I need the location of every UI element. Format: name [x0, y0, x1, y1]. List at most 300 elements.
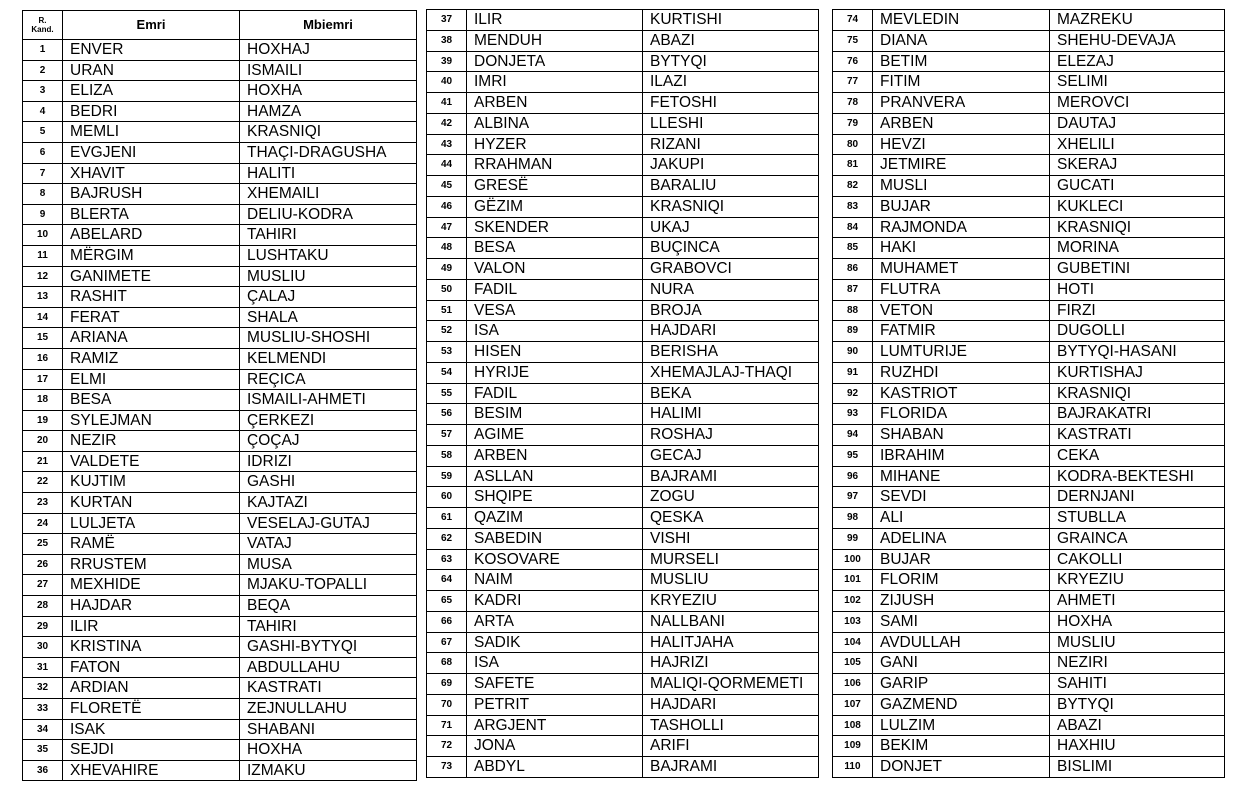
- first-name: ARGJENT: [467, 715, 643, 736]
- candidate-number: 104: [833, 632, 873, 653]
- first-name: ABELARD: [63, 225, 240, 246]
- candidate-number: 96: [833, 466, 873, 487]
- first-name: RAMË: [63, 534, 240, 555]
- first-name: KADRI: [467, 591, 643, 612]
- last-name: IZMAKU: [240, 760, 417, 781]
- candidate-number: 4: [23, 101, 63, 122]
- first-name: GARIP: [873, 674, 1050, 695]
- first-name: XHEVAHIRE: [63, 760, 240, 781]
- candidate-number: 68: [427, 653, 467, 674]
- table-row: [23, 204, 417, 225]
- last-name: KRYEZIU: [643, 591, 819, 612]
- candidate-number: 61: [427, 508, 467, 529]
- first-name: LUMTURIJE: [873, 342, 1050, 363]
- candidate-number: 100: [833, 549, 873, 570]
- table-row: [427, 176, 819, 197]
- table-row: [833, 300, 1225, 321]
- first-name: ADELINA: [873, 528, 1050, 549]
- candidate-number: 2: [23, 60, 63, 81]
- first-name: SYLEJMAN: [63, 410, 240, 431]
- header-first-name: Emri: [63, 11, 240, 40]
- candidate-number: 43: [427, 134, 467, 155]
- table-row: [427, 757, 819, 778]
- table-row: [23, 184, 417, 205]
- table-row: [427, 715, 819, 736]
- candidate-number: 82: [833, 176, 873, 197]
- candidate-number: 63: [427, 549, 467, 570]
- first-name: ELIZA: [63, 81, 240, 102]
- candidate-number: 13: [23, 287, 63, 308]
- candidate-number: 85: [833, 238, 873, 259]
- first-name: JETMIRE: [873, 155, 1050, 176]
- last-name: ÇALAJ: [240, 287, 417, 308]
- first-name: BETIM: [873, 51, 1050, 72]
- last-name: MUSLIU: [240, 266, 417, 287]
- table-row: [833, 134, 1225, 155]
- header-candidate-number: [23, 11, 63, 40]
- last-name: BAJRAMI: [643, 757, 819, 778]
- first-name: JONA: [467, 736, 643, 757]
- first-name: BAJRUSH: [63, 184, 240, 205]
- table-row: [23, 101, 417, 122]
- last-name: HOXHA: [1050, 611, 1225, 632]
- table-row: [833, 93, 1225, 114]
- table-row: [427, 632, 819, 653]
- last-name: BYTYQI-HASANI: [1050, 342, 1225, 363]
- first-name: VALDETE: [63, 451, 240, 472]
- last-name: BROJA: [643, 300, 819, 321]
- table-row: [427, 217, 819, 238]
- candidate-number: 74: [833, 10, 873, 31]
- candidate-number: 50: [427, 279, 467, 300]
- candidate-number: 109: [833, 736, 873, 757]
- candidate-number: 55: [427, 383, 467, 404]
- table-row: [23, 575, 417, 596]
- candidate-number: 16: [23, 348, 63, 369]
- first-name: FLORIM: [873, 570, 1050, 591]
- first-name: BEDRI: [63, 101, 240, 122]
- candidate-number: 66: [427, 611, 467, 632]
- candidate-number: 15: [23, 328, 63, 349]
- first-name: BUJAR: [873, 196, 1050, 217]
- last-name: HAJDARI: [643, 694, 819, 715]
- last-name: ISMAILI: [240, 60, 417, 81]
- last-name: SHABANI: [240, 719, 417, 740]
- table-row: [833, 674, 1225, 695]
- candidate-number: 20: [23, 431, 63, 452]
- last-name: NALLBANI: [643, 611, 819, 632]
- first-name: XHAVIT: [63, 163, 240, 184]
- candidate-number: 38: [427, 30, 467, 51]
- first-name: SEJDI: [63, 740, 240, 761]
- last-name: GASHI: [240, 472, 417, 493]
- first-name: ENVER: [63, 40, 240, 61]
- last-name: RIZANI: [643, 134, 819, 155]
- first-name: BESA: [467, 238, 643, 259]
- last-name: DELIU-KODRA: [240, 204, 417, 225]
- first-name: URAN: [63, 60, 240, 81]
- last-name: HALITI: [240, 163, 417, 184]
- last-name: BISLIMI: [1050, 757, 1225, 778]
- table-row: [23, 493, 417, 514]
- first-name: QAZIM: [467, 508, 643, 529]
- last-name: MJAKU-TOPALLI: [240, 575, 417, 596]
- last-name: ÇERKEZI: [240, 410, 417, 431]
- table-row: [23, 760, 417, 781]
- table-row: [833, 591, 1225, 612]
- last-name: NURA: [643, 279, 819, 300]
- last-name: ELEZAJ: [1050, 51, 1225, 72]
- candidate-number: 26: [23, 554, 63, 575]
- first-name: MIHANE: [873, 466, 1050, 487]
- candidate-number: 90: [833, 342, 873, 363]
- table-row: [833, 757, 1225, 778]
- last-name: HOXHA: [240, 740, 417, 761]
- last-name: BYTYQI: [1050, 694, 1225, 715]
- candidate-table-3: [832, 9, 1225, 778]
- first-name: GANIMETE: [63, 266, 240, 287]
- candidate-number: 45: [427, 176, 467, 197]
- table-row: [23, 81, 417, 102]
- last-name: CEKA: [1050, 445, 1225, 466]
- first-name: NEZIR: [63, 431, 240, 452]
- candidate-number: 1: [23, 40, 63, 61]
- candidate-number: 58: [427, 445, 467, 466]
- candidate-number: 62: [427, 528, 467, 549]
- table-row: [427, 383, 819, 404]
- candidate-number: 97: [833, 487, 873, 508]
- table-row: [427, 93, 819, 114]
- candidate-number: 51: [427, 300, 467, 321]
- last-name: IDRIZI: [240, 451, 417, 472]
- last-name: JAKUPI: [643, 155, 819, 176]
- table-row: [427, 51, 819, 72]
- table-row: [427, 508, 819, 529]
- first-name: ASLLAN: [467, 466, 643, 487]
- last-name: REÇICA: [240, 369, 417, 390]
- last-name: VATAJ: [240, 534, 417, 555]
- first-name: ILIR: [467, 10, 643, 31]
- first-name: RASHIT: [63, 287, 240, 308]
- table-row: [427, 113, 819, 134]
- candidate-number: 79: [833, 113, 873, 134]
- last-name: DAUTAJ: [1050, 113, 1225, 134]
- table-row: [427, 674, 819, 695]
- first-name: RUZHDI: [873, 362, 1050, 383]
- candidate-number: 98: [833, 508, 873, 529]
- table-row: [833, 736, 1225, 757]
- first-name: FERAT: [63, 307, 240, 328]
- last-name: MEROVCI: [1050, 93, 1225, 114]
- header-last-name: Mbiemri: [240, 11, 417, 40]
- first-name: HAKI: [873, 238, 1050, 259]
- table-row: [427, 445, 819, 466]
- last-name: HAJRIZI: [643, 653, 819, 674]
- last-name: GUBETINI: [1050, 259, 1225, 280]
- candidate-number: 91: [833, 362, 873, 383]
- last-name: CAKOLLI: [1050, 549, 1225, 570]
- candidate-number: 19: [23, 410, 63, 431]
- candidate-number: 103: [833, 611, 873, 632]
- table-row: [23, 163, 417, 184]
- last-name: FETOSHI: [643, 93, 819, 114]
- table-row: [833, 217, 1225, 238]
- last-name: BAJRAMI: [643, 466, 819, 487]
- first-name: DONJETA: [467, 51, 643, 72]
- last-name: ÇOÇAJ: [240, 431, 417, 452]
- table-row: [833, 694, 1225, 715]
- table-row: [23, 431, 417, 452]
- last-name: UKAJ: [643, 217, 819, 238]
- first-name: HYZER: [467, 134, 643, 155]
- candidate-number: 65: [427, 591, 467, 612]
- last-name: SHEHU-DEVAJA: [1050, 30, 1225, 51]
- candidate-number: 12: [23, 266, 63, 287]
- table-row: [427, 591, 819, 612]
- last-name: VESELAJ-GUTAJ: [240, 513, 417, 534]
- first-name: ARBEN: [467, 445, 643, 466]
- table-row: [23, 596, 417, 617]
- first-name: BEKIM: [873, 736, 1050, 757]
- last-name: KURTISHI: [643, 10, 819, 31]
- last-name: SAHITI: [1050, 674, 1225, 695]
- candidate-number: 56: [427, 404, 467, 425]
- table-row: [427, 404, 819, 425]
- candidate-number: 39: [427, 51, 467, 72]
- last-name: HALITJAHA: [643, 632, 819, 653]
- first-name: ARBEN: [467, 93, 643, 114]
- first-name: SADIK: [467, 632, 643, 653]
- first-name: FADIL: [467, 279, 643, 300]
- table-row: [23, 142, 417, 163]
- candidate-number: 49: [427, 259, 467, 280]
- candidate-table-1: [22, 10, 417, 781]
- last-name: TASHOLLI: [643, 715, 819, 736]
- last-name: MORINA: [1050, 238, 1225, 259]
- last-name: BEKA: [643, 383, 819, 404]
- first-name: LULZIM: [873, 715, 1050, 736]
- candidate-number: 33: [23, 699, 63, 720]
- table-row: [23, 60, 417, 81]
- last-name: KELMENDI: [240, 348, 417, 369]
- table-row: [23, 287, 417, 308]
- first-name: VALON: [467, 259, 643, 280]
- first-name: LULJETA: [63, 513, 240, 534]
- candidate-number: 30: [23, 637, 63, 658]
- table-row: [427, 321, 819, 342]
- last-name: MUSLIU: [1050, 632, 1225, 653]
- first-name: HEVZI: [873, 134, 1050, 155]
- last-name: KODRA-BEKTESHI: [1050, 466, 1225, 487]
- last-name: XHELILI: [1050, 134, 1225, 155]
- last-name: HALIMI: [643, 404, 819, 425]
- first-name: BUJAR: [873, 549, 1050, 570]
- first-name: MEXHIDE: [63, 575, 240, 596]
- table-row: [427, 155, 819, 176]
- table-row: [833, 383, 1225, 404]
- candidate-number: 31: [23, 657, 63, 678]
- first-name: ARBEN: [873, 113, 1050, 134]
- last-name: KASTRATI: [1050, 425, 1225, 446]
- table-row: [833, 425, 1225, 446]
- candidate-number: 47: [427, 217, 467, 238]
- first-name: GANI: [873, 653, 1050, 674]
- header-nr-line1: R.: [38, 16, 47, 25]
- table-row: [23, 637, 417, 658]
- last-name: TAHIRI: [240, 616, 417, 637]
- table-row: [23, 472, 417, 493]
- last-name: GECAJ: [643, 445, 819, 466]
- first-name: FATON: [63, 657, 240, 678]
- table-row: [833, 611, 1225, 632]
- first-name: DIANA: [873, 30, 1050, 51]
- candidate-number: 35: [23, 740, 63, 761]
- table-row: [833, 466, 1225, 487]
- table-header: [23, 11, 417, 40]
- candidate-number: 102: [833, 591, 873, 612]
- first-name: SHQIPE: [467, 487, 643, 508]
- first-name: ARDIAN: [63, 678, 240, 699]
- last-name: QESKA: [643, 508, 819, 529]
- table-row: [427, 736, 819, 757]
- candidate-number: 72: [427, 736, 467, 757]
- candidate-number: 67: [427, 632, 467, 653]
- first-name: ILIR: [63, 616, 240, 637]
- first-name: ARIANA: [63, 328, 240, 349]
- first-name: SAFETE: [467, 674, 643, 695]
- last-name: DERNJANI: [1050, 487, 1225, 508]
- first-name: ARTA: [467, 611, 643, 632]
- table-row: [23, 266, 417, 287]
- first-name: KRISTINA: [63, 637, 240, 658]
- first-name: RAJMONDA: [873, 217, 1050, 238]
- candidate-number: 78: [833, 93, 873, 114]
- table-row: [833, 549, 1225, 570]
- last-name: XHEMAILI: [240, 184, 417, 205]
- first-name: FLORIDA: [873, 404, 1050, 425]
- last-name: LLESHI: [643, 113, 819, 134]
- last-name: DUGOLLI: [1050, 321, 1225, 342]
- table-row: [23, 451, 417, 472]
- candidate-number: 71: [427, 715, 467, 736]
- first-name: VESA: [467, 300, 643, 321]
- table-row: [833, 445, 1225, 466]
- last-name: BEQA: [240, 596, 417, 617]
- last-name: HOXHAJ: [240, 40, 417, 61]
- last-name: HOXHA: [240, 81, 417, 102]
- candidate-number: 23: [23, 493, 63, 514]
- table-row: [833, 653, 1225, 674]
- candidate-number: 27: [23, 575, 63, 596]
- last-name: SELIMI: [1050, 72, 1225, 93]
- candidate-number: 92: [833, 383, 873, 404]
- candidate-number: 6: [23, 142, 63, 163]
- first-name: AVDULLAH: [873, 632, 1050, 653]
- last-name: ABAZI: [643, 30, 819, 51]
- table-row: [23, 554, 417, 575]
- last-name: ISMAILI-AHMETI: [240, 390, 417, 411]
- first-name: ALI: [873, 508, 1050, 529]
- last-name: KRASNIQI: [643, 196, 819, 217]
- candidate-number: 48: [427, 238, 467, 259]
- candidate-number: 105: [833, 653, 873, 674]
- candidate-number: 42: [427, 113, 467, 134]
- table-row: [427, 279, 819, 300]
- candidate-number: 86: [833, 259, 873, 280]
- last-name: BAJRAKATRI: [1050, 404, 1225, 425]
- table-row: [427, 10, 819, 31]
- table-row: [23, 616, 417, 637]
- table-row: [23, 678, 417, 699]
- table-row: [833, 176, 1225, 197]
- candidate-number: 36: [23, 760, 63, 781]
- candidate-number: 73: [427, 757, 467, 778]
- table-row: [427, 487, 819, 508]
- candidate-number: 54: [427, 362, 467, 383]
- first-name: RRAHMAN: [467, 155, 643, 176]
- first-name: KURTAN: [63, 493, 240, 514]
- candidate-number: 11: [23, 245, 63, 266]
- first-name: FITIM: [873, 72, 1050, 93]
- first-name: ISA: [467, 653, 643, 674]
- table-row: [833, 342, 1225, 363]
- table-row: [427, 425, 819, 446]
- first-name: KOSOVARE: [467, 549, 643, 570]
- table-row: [427, 134, 819, 155]
- last-name: GRAINCA: [1050, 528, 1225, 549]
- candidate-number: 32: [23, 678, 63, 699]
- candidate-number: 83: [833, 196, 873, 217]
- last-name: KRYEZIU: [1050, 570, 1225, 591]
- last-name: MAZREKU: [1050, 10, 1225, 31]
- table-row: [427, 238, 819, 259]
- table-row: [833, 72, 1225, 93]
- last-name: MALIQI-QORMEMETI: [643, 674, 819, 695]
- candidate-number: 70: [427, 694, 467, 715]
- first-name: MUSLI: [873, 176, 1050, 197]
- table-row: [23, 369, 417, 390]
- candidate-number: 76: [833, 51, 873, 72]
- first-name: HAJDAR: [63, 596, 240, 617]
- candidate-number: 25: [23, 534, 63, 555]
- first-name: GËZIM: [467, 196, 643, 217]
- candidate-number: 81: [833, 155, 873, 176]
- last-name: KRASNIQI: [1050, 217, 1225, 238]
- candidate-number: 110: [833, 757, 873, 778]
- first-name: SHABAN: [873, 425, 1050, 446]
- first-name: IMRI: [467, 72, 643, 93]
- first-name: KUJTIM: [63, 472, 240, 493]
- last-name: TAHIRI: [240, 225, 417, 246]
- table-row: [23, 719, 417, 740]
- first-name: FATMIR: [873, 321, 1050, 342]
- last-name: AHMETI: [1050, 591, 1225, 612]
- table-row: [833, 238, 1225, 259]
- first-name: MUHAMET: [873, 259, 1050, 280]
- last-name: KRASNIQI: [1050, 383, 1225, 404]
- table-row: [23, 740, 417, 761]
- last-name: ROSHAJ: [643, 425, 819, 446]
- candidate-number: 106: [833, 674, 873, 695]
- first-name: PETRIT: [467, 694, 643, 715]
- first-name: IBRAHIM: [873, 445, 1050, 466]
- last-name: GASHI-BYTYQI: [240, 637, 417, 658]
- candidate-number: 53: [427, 342, 467, 363]
- table-row: [23, 245, 417, 266]
- last-name: BERISHA: [643, 342, 819, 363]
- candidate-number: 17: [23, 369, 63, 390]
- table-row: [833, 279, 1225, 300]
